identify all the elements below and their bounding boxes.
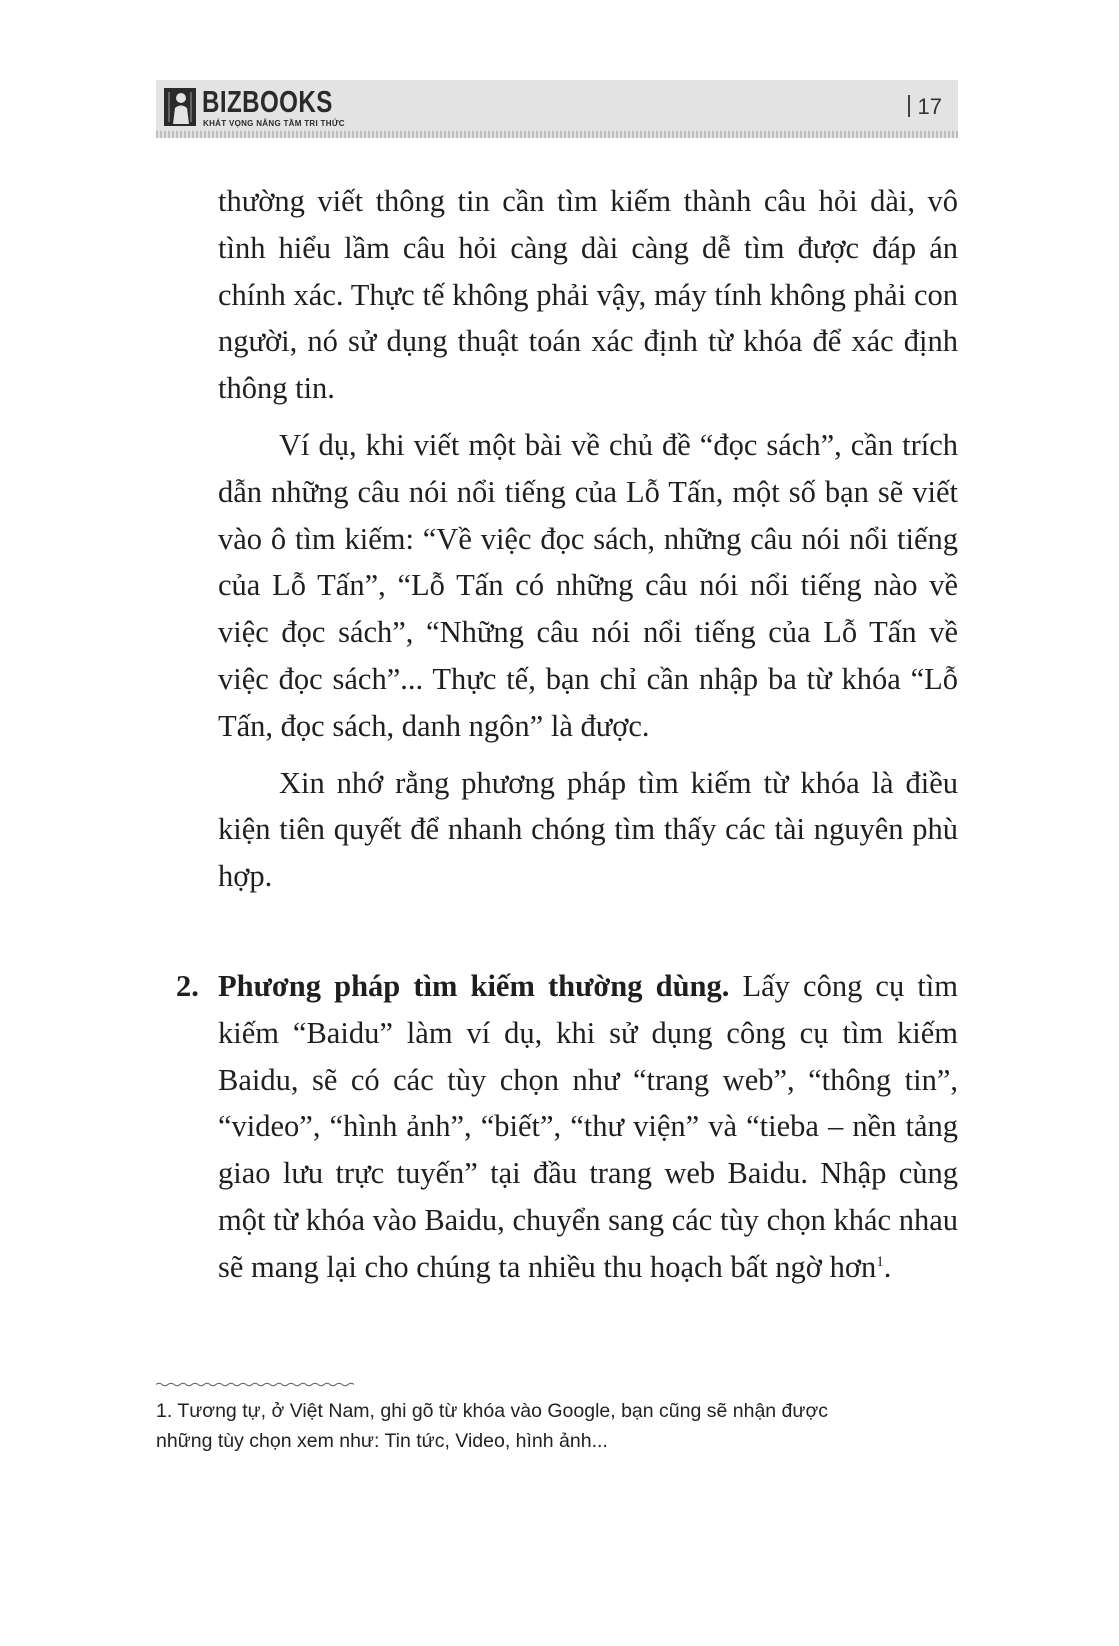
item-text: Lấy công cụ tìm kiếm “Baidu” làm ví dụ, khi sử dụng công cụ tìm kiếm Baidu, sẽ có các tùy chọn như “trang web”, “thông tin”, “video”, “hình ảnh”, “biết”, “thư viện” và “tieba – nền tảng giao lưu trực tuyến” tại đầu trang web Baidu. Nhập cùng một từ khóa vào Baidu, chuyển sang các tùy chọn khác nhau sẽ mang lại cho chúng ta nhiều thu hoạch bất ngờ hơn (218, 969, 958, 1284)
item-end: . (883, 1249, 892, 1284)
item-number: 2. (176, 969, 199, 1003)
page-number-divider (908, 95, 910, 117)
numbered-item-2 (176, 963, 958, 1291)
paragraph-1: thường viết thông tin cần tìm kiếm thành câu hỏi dài, vô tình hiểu lầm câu hỏi càng dài càng dễ tìm được đáp án chính xác. Thực tế không phải vậy, máy tính không phải con người, nó sử dụng thuật toán xác định từ khóa để xác định thông tin. (218, 184, 958, 406)
footnote-line-1: 1. Tương tự, ở Việt Nam, ghi gõ từ khóa vào Google, bạn cũng sẽ nhận được (156, 1400, 828, 1422)
header-hatch-strip (156, 131, 958, 138)
page-header (156, 80, 958, 138)
page-number (908, 94, 942, 120)
brand-name: BIZBOOKS (202, 84, 333, 119)
footnote-line-2: những tùy chọn xem như: Tin tức, Video, hình ảnh... (156, 1430, 608, 1452)
paragraph-3: Xin nhớ rằng phương pháp tìm kiếm từ khóa là điều kiện tiên quyết để nhanh chóng tìm thấy các tài nguyên phù hợp. (218, 765, 958, 894)
body-text (218, 178, 958, 900)
figure-silhouette-icon (164, 88, 196, 126)
footnote (156, 1396, 958, 1456)
paragraph-2: Ví dụ, khi viết một bài về chủ đề “đọc sách”, cần trích dẫn những câu nói nổi tiếng của Lỗ Tấn, một số bạn sẽ viết vào ô tìm kiếm: “Về việc đọc sách, những câu nói nổi tiếng của Lỗ Tấn”, “Lỗ Tấn có những câu nói nổi tiếng nào về việc đọc sách”, “Những câu nói nổi tiếng của Lỗ Tấn về việc đọc sách”... Thực tế, bạn chỉ cần nhập ba từ khóa “Lỗ Tấn, đọc sách, danh ngôn” là được. (218, 427, 958, 743)
brand-tagline: KHÁT VỌNG NÂNG TẦM TRI THỨC (203, 119, 345, 128)
footnote-separator (156, 1382, 354, 1387)
footnote-reference: 1 (876, 1253, 884, 1270)
page-number-value: 17 (917, 94, 942, 119)
item-heading: Phương pháp tìm kiếm thường dùng. (218, 969, 730, 1003)
item-content (218, 963, 958, 1291)
